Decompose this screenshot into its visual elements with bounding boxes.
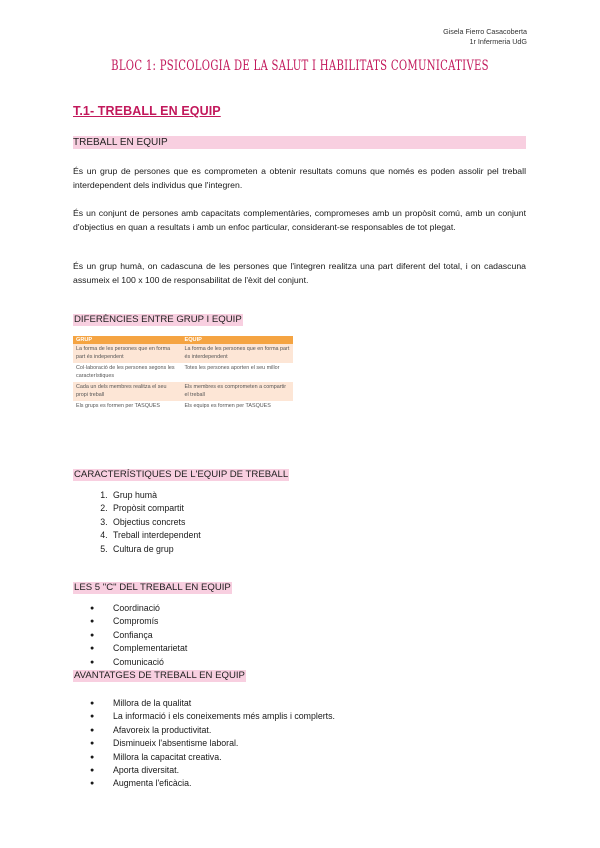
author-course: 1r Infermeria UdG <box>469 37 527 46</box>
table-cell: Cada un dels membres realitza el seu propi treball <box>73 382 181 401</box>
paragraph-1: És un grup de persones que es comprometen a obtenir resultats comuns que només es poden assolir pel treball interdependent dels individus que l'integren. <box>73 166 526 190</box>
treball-en-equip-heading: TREBALL EN EQUIP <box>73 137 168 148</box>
column-header-equip: EQUIP <box>181 336 293 344</box>
table-row <box>73 401 293 413</box>
paragraph-2: És un conjunt de persones amb capacitats complementàries, compromeses amb un propòsit comú, amb un conjunt d'objectius en quan a resultats i amb un enfoc particular, considerant-se responsables de tot plegat. <box>73 208 526 232</box>
table-row <box>73 363 293 382</box>
list-item: ● Afavoreix la productivitat. <box>110 724 335 737</box>
table-cell: Els membres es comprometen a compartir el treball <box>181 382 293 401</box>
list-item: ● Coordinació <box>110 602 187 615</box>
list-item: ● Augmenta l'eficàcia. <box>110 777 335 790</box>
table-cell: Col·laboració de les persones segons les característiques <box>73 363 181 382</box>
list-item: 3. Objectius concrets <box>110 516 201 529</box>
section-title: T.1- TREBALL EN EQUIP <box>73 104 221 118</box>
table-cell: La forma de les persones que en forma part és interdependent <box>181 344 293 363</box>
bloc-title: BLOC 1: PSICOLOGIA DE LA SALUT I HABILITATS COMUNICATIVES <box>111 58 489 74</box>
list-item: 1. Grup humà <box>110 489 201 502</box>
list-item: 5. Cultura de grup <box>110 543 201 556</box>
table-cell: Els equips es formen per TASQUES <box>181 401 293 413</box>
avantatges-heading: AVANTATGES DE TREBALL EN EQUIP <box>74 670 245 681</box>
list-item: ● Confiança <box>110 629 187 642</box>
list-item: ● Comunicació <box>110 656 187 669</box>
cinc-c-list <box>73 602 187 669</box>
list-item: ● Disminueix l'absentisme laboral. <box>110 737 335 750</box>
list-item: 4. Treball interdependent <box>110 529 201 542</box>
table-cell: La forma de les persones que en forma part és independent <box>73 344 181 363</box>
list-item: ● Millora la capacitat creativa. <box>110 751 335 764</box>
column-header-grup: GRUP <box>73 336 181 344</box>
avantatges-list <box>73 697 335 791</box>
diferencies-heading: DIFERÈNCIES ENTRE GRUP I EQUIP <box>74 314 242 325</box>
caracteristiques-list <box>73 489 201 556</box>
list-item: ● Aporta diversitat. <box>110 764 335 777</box>
list-item: ● La informació i els coneixements més amplis i complerts. <box>110 710 335 723</box>
table-cell: Totes les persones aporten el seu millor <box>181 363 293 382</box>
caracteristiques-heading: CARACTERÍSTIQUES DE L'EQUIP DE TREBALL <box>74 469 289 480</box>
author-block <box>443 27 527 47</box>
table-row <box>73 344 293 363</box>
diferencies-table <box>73 336 293 413</box>
list-item: ● Millora de la qualitat <box>110 697 335 710</box>
list-item: ● Compromís <box>110 615 187 628</box>
table-cell: Els grups es formen per TASQUES <box>73 401 181 413</box>
author-name: Gisela Fierro Casacoberta <box>443 27 527 36</box>
cinc-c-heading: LES 5 "C" DEL TREBALL EN EQUIP <box>74 582 231 593</box>
table-row <box>73 382 293 401</box>
paragraph-3: És un grup humà, on cadascuna de les persones que l'integren realitza una part diferent del total, i on cadascuna assumeix el 100 x 100 de responsabilitat de l'èxit del conjunt. <box>73 261 526 285</box>
list-item: ● Complementarietat <box>110 642 187 655</box>
list-item: 2. Propòsit compartit <box>110 502 201 515</box>
